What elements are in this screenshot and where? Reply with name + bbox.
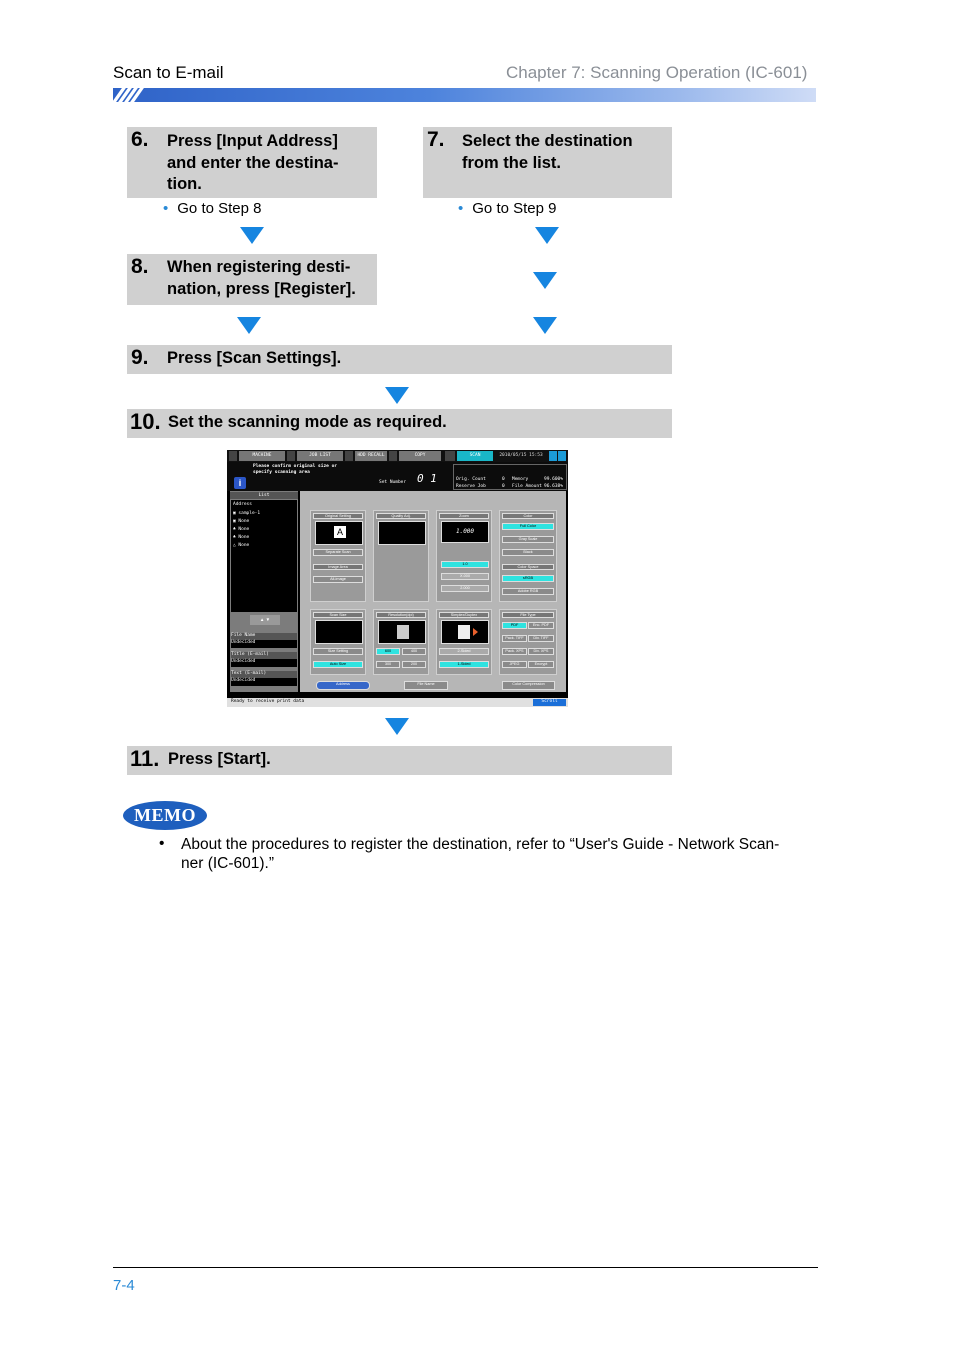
- info-icon: i: [234, 477, 246, 489]
- step-text: When registering desti- nation, press [Register].: [167, 258, 356, 298]
- flow-arrow-icon: [385, 387, 409, 404]
- div-tiff-button[interactable]: Div. TIFF: [528, 635, 554, 642]
- simplex-duplex-box: Simplex/Duplex 2-Sided 1-Sided: [436, 609, 492, 675]
- flow-arrow-icon: [240, 227, 264, 244]
- flow-arrow-icon: [237, 317, 261, 334]
- jpeg-button[interactable]: JPEG: [502, 661, 527, 668]
- gray-scale-button[interactable]: Gray Scale: [502, 536, 554, 543]
- info-message: Please confirm original size or specify scanning area: [253, 464, 337, 475]
- res-600-button[interactable]: 600: [376, 648, 400, 655]
- step-6-bullet: • Go to Step 8: [163, 200, 262, 217]
- zoom-option-button[interactable]: 2.000: [441, 585, 489, 592]
- destination-panel: List Address ▣ sample-1 ▣ None ♣ None ♣ None △ None ▲ ▼ File Name Undecided Title (E-mail) Undecided Text (E-mail) Undecided: [230, 491, 298, 692]
- set-number: 0 1: [417, 472, 437, 485]
- step-11: [127, 746, 672, 775]
- copy-icon: [389, 451, 397, 461]
- step-text: Press [Input Address] and enter the destina- tion.: [167, 132, 339, 193]
- file-name-button[interactable]: File Name: [404, 681, 448, 690]
- page-number: 7-4: [113, 1277, 135, 1294]
- pdf-button[interactable]: PDF: [502, 622, 527, 629]
- memo-badge: MEMO: [123, 801, 207, 830]
- step-10: [127, 409, 672, 438]
- help-icon[interactable]: [549, 451, 557, 461]
- res-300-button[interactable]: 300: [376, 661, 400, 668]
- step-number: 10.: [130, 409, 161, 434]
- zoom-box: Zoom 1.000 1.0 X.000 2.000: [436, 510, 492, 602]
- div-xps-button[interactable]: Div. XPS: [528, 648, 554, 655]
- list-item[interactable]: ♣ None: [233, 535, 250, 540]
- file-name-field[interactable]: Undecided: [231, 640, 297, 648]
- step-text: Select the destination from the list.: [462, 132, 633, 172]
- tab-copy[interactable]: COPY: [399, 451, 441, 461]
- arrow-right-icon: [473, 628, 478, 636]
- quality-adj-box: Quality Adj.: [373, 510, 429, 602]
- question-icon[interactable]: [558, 451, 566, 461]
- step-text: Press [Start].: [168, 750, 271, 768]
- one-sided-button[interactable]: 1-Sided: [439, 661, 489, 668]
- file-type-box: File Type PDF Enc. PDF Pack. TIFF Div. TIFF Pack. XPS Div. XPS JPEG Encrypt: [499, 609, 557, 675]
- step-7-bullet: • Go to Step 9: [458, 200, 557, 217]
- memo-bullet: •: [159, 835, 165, 852]
- address-list[interactable]: Address ▣ sample-1 ▣ None ♣ None ♣ None △ None: [231, 500, 297, 612]
- res-400-button[interactable]: 400: [402, 648, 426, 655]
- black-button[interactable]: Black: [502, 549, 554, 556]
- hdd-icon: [345, 451, 353, 461]
- step-number: 7.: [427, 128, 445, 151]
- step-6: [127, 127, 377, 198]
- info-bar: [227, 462, 568, 491]
- tab-job-list[interactable]: JOB LIST: [297, 451, 343, 461]
- flow-arrow-icon: [533, 317, 557, 334]
- memo-text: About the procedures to register the destination, refer to “User's Guide - Network Scan- ner (IC-601).”: [181, 836, 780, 872]
- settings-panel: [300, 491, 566, 692]
- color-compression-button[interactable]: Color Compression: [502, 681, 555, 690]
- resolution-box: Resolution(dpi) 600 400 300 200: [373, 609, 429, 675]
- text-field[interactable]: Undecided: [231, 678, 297, 686]
- scan-icon: [445, 451, 455, 461]
- scan-settings-screenshot: [227, 450, 568, 707]
- original-setting-box: Original Setting A Separate Scan Image Area All-image: [310, 510, 366, 602]
- full-color-button[interactable]: Full Color: [502, 523, 554, 530]
- step-number: 8.: [131, 255, 149, 278]
- set-number-label: Set Number: [379, 480, 407, 485]
- header-bar: [113, 88, 816, 102]
- address-button[interactable]: Address: [316, 681, 370, 690]
- tab-bar: [227, 450, 568, 462]
- scroll-arrows-icon[interactable]: ▲ ▼: [250, 615, 280, 625]
- color-box: Color Full Color Gray Scale Black Color Space sRGB Adobe RGB: [499, 510, 557, 602]
- title-field[interactable]: Undecided: [231, 659, 297, 667]
- all-image-button[interactable]: All-image: [313, 576, 363, 583]
- tab-hdd-recall[interactable]: HDD RECALL: [355, 451, 387, 461]
- auto-size-button[interactable]: Auto Size: [313, 661, 363, 668]
- status-right: Scroll: [533, 699, 566, 706]
- footer-rule: [113, 1267, 818, 1268]
- list-item[interactable]: ♣ None: [233, 527, 250, 532]
- step-number: 11.: [130, 746, 160, 771]
- machine-icon: [229, 451, 237, 461]
- datetime: 2010/05/15 15:53: [495, 451, 547, 461]
- step-number: 6.: [131, 128, 149, 151]
- separate-scan-button[interactable]: Separate Scan: [313, 549, 363, 556]
- pack-tiff-button[interactable]: Pack. TIFF: [502, 635, 527, 642]
- enc-pdf-button[interactable]: Enc. PDF: [528, 622, 554, 629]
- step-9: [127, 345, 672, 374]
- zoom-option-button[interactable]: X.000: [441, 573, 489, 580]
- tab-scan[interactable]: SCAN: [457, 451, 493, 461]
- list-label: List: [230, 492, 298, 499]
- adobe-rgb-button[interactable]: Adobe RGB: [502, 588, 554, 595]
- document-icon: [397, 625, 409, 639]
- scan-size-box: Scan Size Size Setting Auto Size: [310, 609, 366, 675]
- pack-xps-button[interactable]: Pack. XPS: [502, 648, 527, 655]
- flow-arrow-icon: [385, 718, 409, 735]
- list-item[interactable]: △ None: [233, 543, 250, 548]
- counter-panel: Orig. Count 0 Reserve Job 0 Memory 99.600% File Amount 96.638%: [453, 464, 567, 490]
- size-setting-button[interactable]: Size Setting: [313, 648, 363, 655]
- res-200-button[interactable]: 200: [402, 661, 426, 668]
- list-item[interactable]: ▣ sample-1: [233, 511, 261, 516]
- encrypt-button[interactable]: Encrypt: [528, 661, 554, 668]
- step-text: Set the scanning mode as required.: [168, 413, 447, 431]
- step-8: [127, 254, 377, 305]
- status-text: Ready to receive print data: [231, 699, 305, 704]
- step-text: Press [Scan Settings].: [167, 349, 342, 367]
- page-icon: [458, 625, 470, 639]
- zoom-1-button[interactable]: 1.0: [441, 561, 489, 568]
- step-number: 9.: [131, 346, 149, 369]
- joblist-icon: [287, 451, 295, 461]
- chapter-title: Chapter 7: Scanning Operation (IC-601): [506, 63, 808, 82]
- srgb-button[interactable]: sRGB: [502, 575, 554, 582]
- section-title: Scan to E-mail: [113, 63, 224, 82]
- step-7: [423, 127, 672, 198]
- status-bar: [227, 698, 568, 707]
- flow-arrow-icon: [533, 272, 557, 289]
- flow-arrow-icon: [535, 227, 559, 244]
- tab-machine[interactable]: MACHINE: [239, 451, 285, 461]
- list-item[interactable]: ▣ None: [233, 519, 250, 524]
- two-sided-button[interactable]: 2-Sided: [439, 648, 489, 655]
